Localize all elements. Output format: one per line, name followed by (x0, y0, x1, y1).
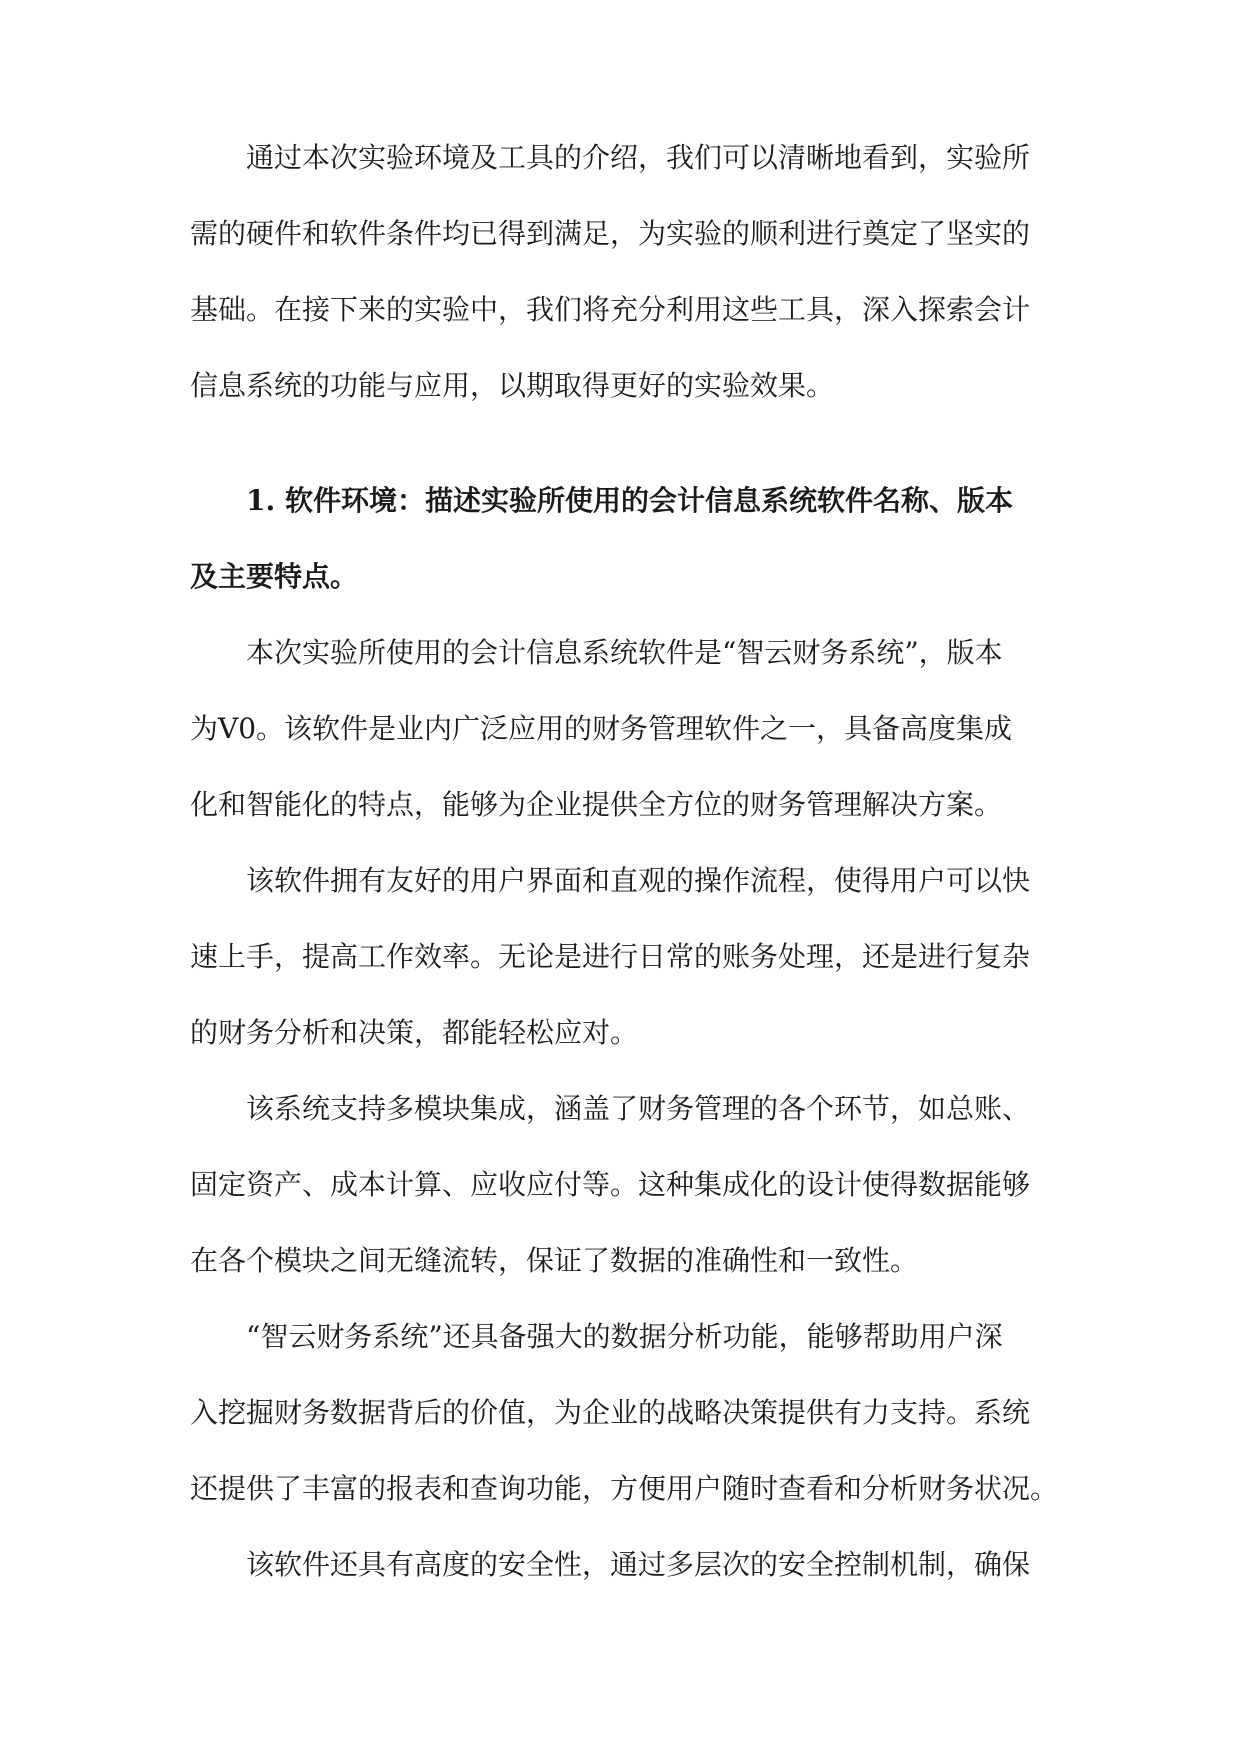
text-line: 的财务分析和决策，都能轻松应对。 (190, 1016, 639, 1049)
text-line: 本次实验所使用的会计信息系统软件是“智云财务系统”，版本 (246, 636, 1003, 669)
text-line: “智云财务系统”还具备强大的数据分析功能，能够帮助用户深 (246, 1320, 1003, 1353)
text-line: 基础。在接下来的实验中，我们将充分利用这些工具，深入探索会计 (190, 293, 1031, 326)
text-line: 固定资产、成本计算、应收应付等。这种集成化的设计使得数据能够 (190, 1168, 1031, 1201)
text-line: 需的硬件和软件条件均已得到满足，为实验的顺利进行奠定了坚实的 (190, 217, 1031, 250)
text-line: 入挖掘财务数据背后的价值，为企业的战略决策提供有力支持。系统 (190, 1396, 1031, 1429)
text-line: 在各个模块之间无缝流转，保证了数据的准确性和一致性。 (190, 1244, 919, 1277)
text-line: 信息系统的功能与应用，以期取得更好的实验效果。 (190, 369, 835, 402)
text-line: 为V0。该软件是业内广泛应用的财务管理软件之一，具备高度集成 (190, 712, 1013, 745)
text-line: 该软件还具有高度的安全性，通过多层次的安全控制机制，确保 (246, 1548, 1031, 1581)
text-line: 该系统支持多模块集成，涵盖了财务管理的各个环节，如总账、 (246, 1092, 1031, 1125)
text-line: 该软件拥有友好的用户界面和直观的操作流程，使得用户可以快 (246, 864, 1031, 897)
text-line: 速上手，提高工作效率。无论是进行日常的账务处理，还是进行复杂 (190, 940, 1031, 973)
heading-line: 及主要特点。 (190, 560, 359, 593)
text-line: 通过本次实验环境及工具的介绍，我们可以清晰地看到，实验所 (246, 141, 1031, 174)
text-line: 还提供了丰富的报表和查询功能，方便用户随时查看和分析财务状况。 (190, 1472, 1059, 1505)
text-line: 化和智能化的特点，能够为企业提供全方位的财务管理解决方案。 (190, 788, 1003, 821)
heading-line: 1. 软件环境：描述实验所使用的会计信息系统软件名称、版本 (246, 484, 1013, 517)
